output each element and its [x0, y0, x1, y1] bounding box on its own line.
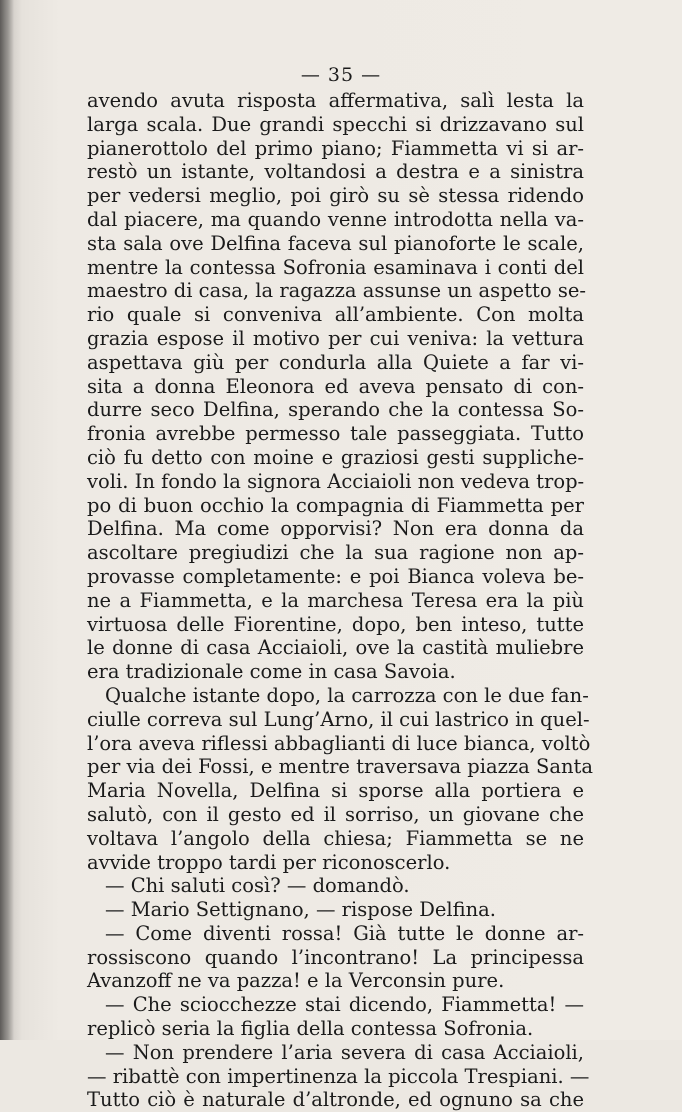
- text-line: grazia espose il motivo per cui veniva: la vettura: [87, 326, 584, 350]
- page-spine-shadow: [0, 0, 14, 1040]
- text-line: Qualche istante dopo, la carrozza con le due fan-: [105, 683, 589, 707]
- text-line: — ribattè con impertinenza la piccola Trespiani. —: [87, 1064, 590, 1088]
- text-line: voli. In fondo la signora Acciaioli non vedeva trop-: [87, 469, 585, 493]
- text-line: voltava l’angolo della chiesa; Fiammetta se ne: [87, 826, 584, 850]
- text-line: replicò seria la figlia della contessa Sofronia.: [87, 1017, 534, 1041]
- text-line: rossiscono quando l’incontrano! La principessa: [87, 945, 584, 969]
- text-line: ciò fu detto con moine e graziosi gesti suppliche-: [87, 445, 584, 469]
- text-line: avvide troppo tardi per riconoscerlo.: [87, 850, 451, 874]
- text-line: rio quale si conveniva all’ambiente. Con molta: [87, 303, 584, 327]
- text-line: — Chi saluti così? — domandò.: [105, 874, 410, 898]
- text-line: l’ora aveva riflessi abbaglianti di luce bianca, voltò: [87, 731, 591, 755]
- text-line: maestro di casa, la ragazza assunse un aspetto se-: [87, 279, 586, 303]
- text-line: provasse completamente: e poi Bianca voleva be-: [87, 564, 584, 588]
- text-line: Avanzoff ne va pazza! e la Verconsin pure.: [87, 969, 505, 993]
- text-line: Tutto ciò è naturale d’altronde, ed ognuno sa che: [87, 1088, 584, 1112]
- text-line: durre seco Delfina, sperando che la contessa So-: [87, 398, 584, 422]
- text-line: salutò, con il gesto ed il sorriso, un giovane che: [87, 802, 584, 826]
- text-line: dal piacere, ma quando venne introdotta nella va-: [87, 207, 584, 231]
- text-line: avendo avuta risposta affermativa, salì lesta la: [87, 89, 584, 112]
- text-line: sita a donna Eleonora ed aveva pensato di con-: [87, 374, 584, 398]
- text-line: mentre la contessa Sofronia esaminava i conti del: [87, 255, 584, 279]
- text-line: virtuosa delle Fiorentine, dopo, ben inteso, tutte: [87, 612, 584, 636]
- text-line: ascoltare pregiudizi che la sua ragione non ap-: [87, 541, 584, 565]
- text-line: pianerottolo del primo piano; Fiammetta vi si ar-: [87, 136, 584, 160]
- text-line: — Che sciocchezze stai dicendo, Fiammetta! —: [105, 993, 584, 1017]
- text-line: aspettava giù per condurla alla Quiete a far vi-: [87, 350, 584, 374]
- text-line: Delfina. Ma come opporvisi? Non era donna da: [87, 517, 584, 541]
- text-line: era tradizionale come in casa Savoia.: [87, 660, 456, 684]
- text-line: Maria Novella, Delfina si sporse alla portiera e: [87, 779, 584, 803]
- text-line: restò un istante, voltandosi a destra e a sinistra: [87, 160, 584, 184]
- text-line: ne a Fiammetta, e la marchesa Teresa era la più: [87, 588, 584, 612]
- text-line: le donne di casa Acciaioli, ove la castità muliebre: [87, 636, 584, 660]
- text-line: — Come diventi rossa! Già tutte le donne ar-: [105, 921, 584, 945]
- text-line: ciulle correva sul Lung’Arno, il cui lastrico in quel-: [87, 707, 590, 731]
- body-text: [87, 89, 594, 1112]
- text-line: — Mario Settignano, — rispose Delfina.: [105, 898, 496, 922]
- text-line: po di buon occhio la compagnia di Fiammetta per: [87, 493, 584, 517]
- text-line: fronia avrebbe permesso tale passeggiata. Tutto: [87, 422, 584, 446]
- text-line: — Non prendere l’aria severa di casa Acciaioli,: [105, 1040, 584, 1064]
- text-line: larga scala. Due grandi specchi si drizzavano sul: [87, 112, 584, 136]
- text-line: sta sala ove Delfina faceva sul pianoforte le scale,: [87, 231, 584, 255]
- page-number: — 35 —: [300, 64, 382, 86]
- text-line: per via dei Fossi, e mentre traversava piazza Santa: [87, 755, 594, 779]
- text-line: per vedersi meglio, poi girò su sè stessa ridendo: [87, 184, 584, 208]
